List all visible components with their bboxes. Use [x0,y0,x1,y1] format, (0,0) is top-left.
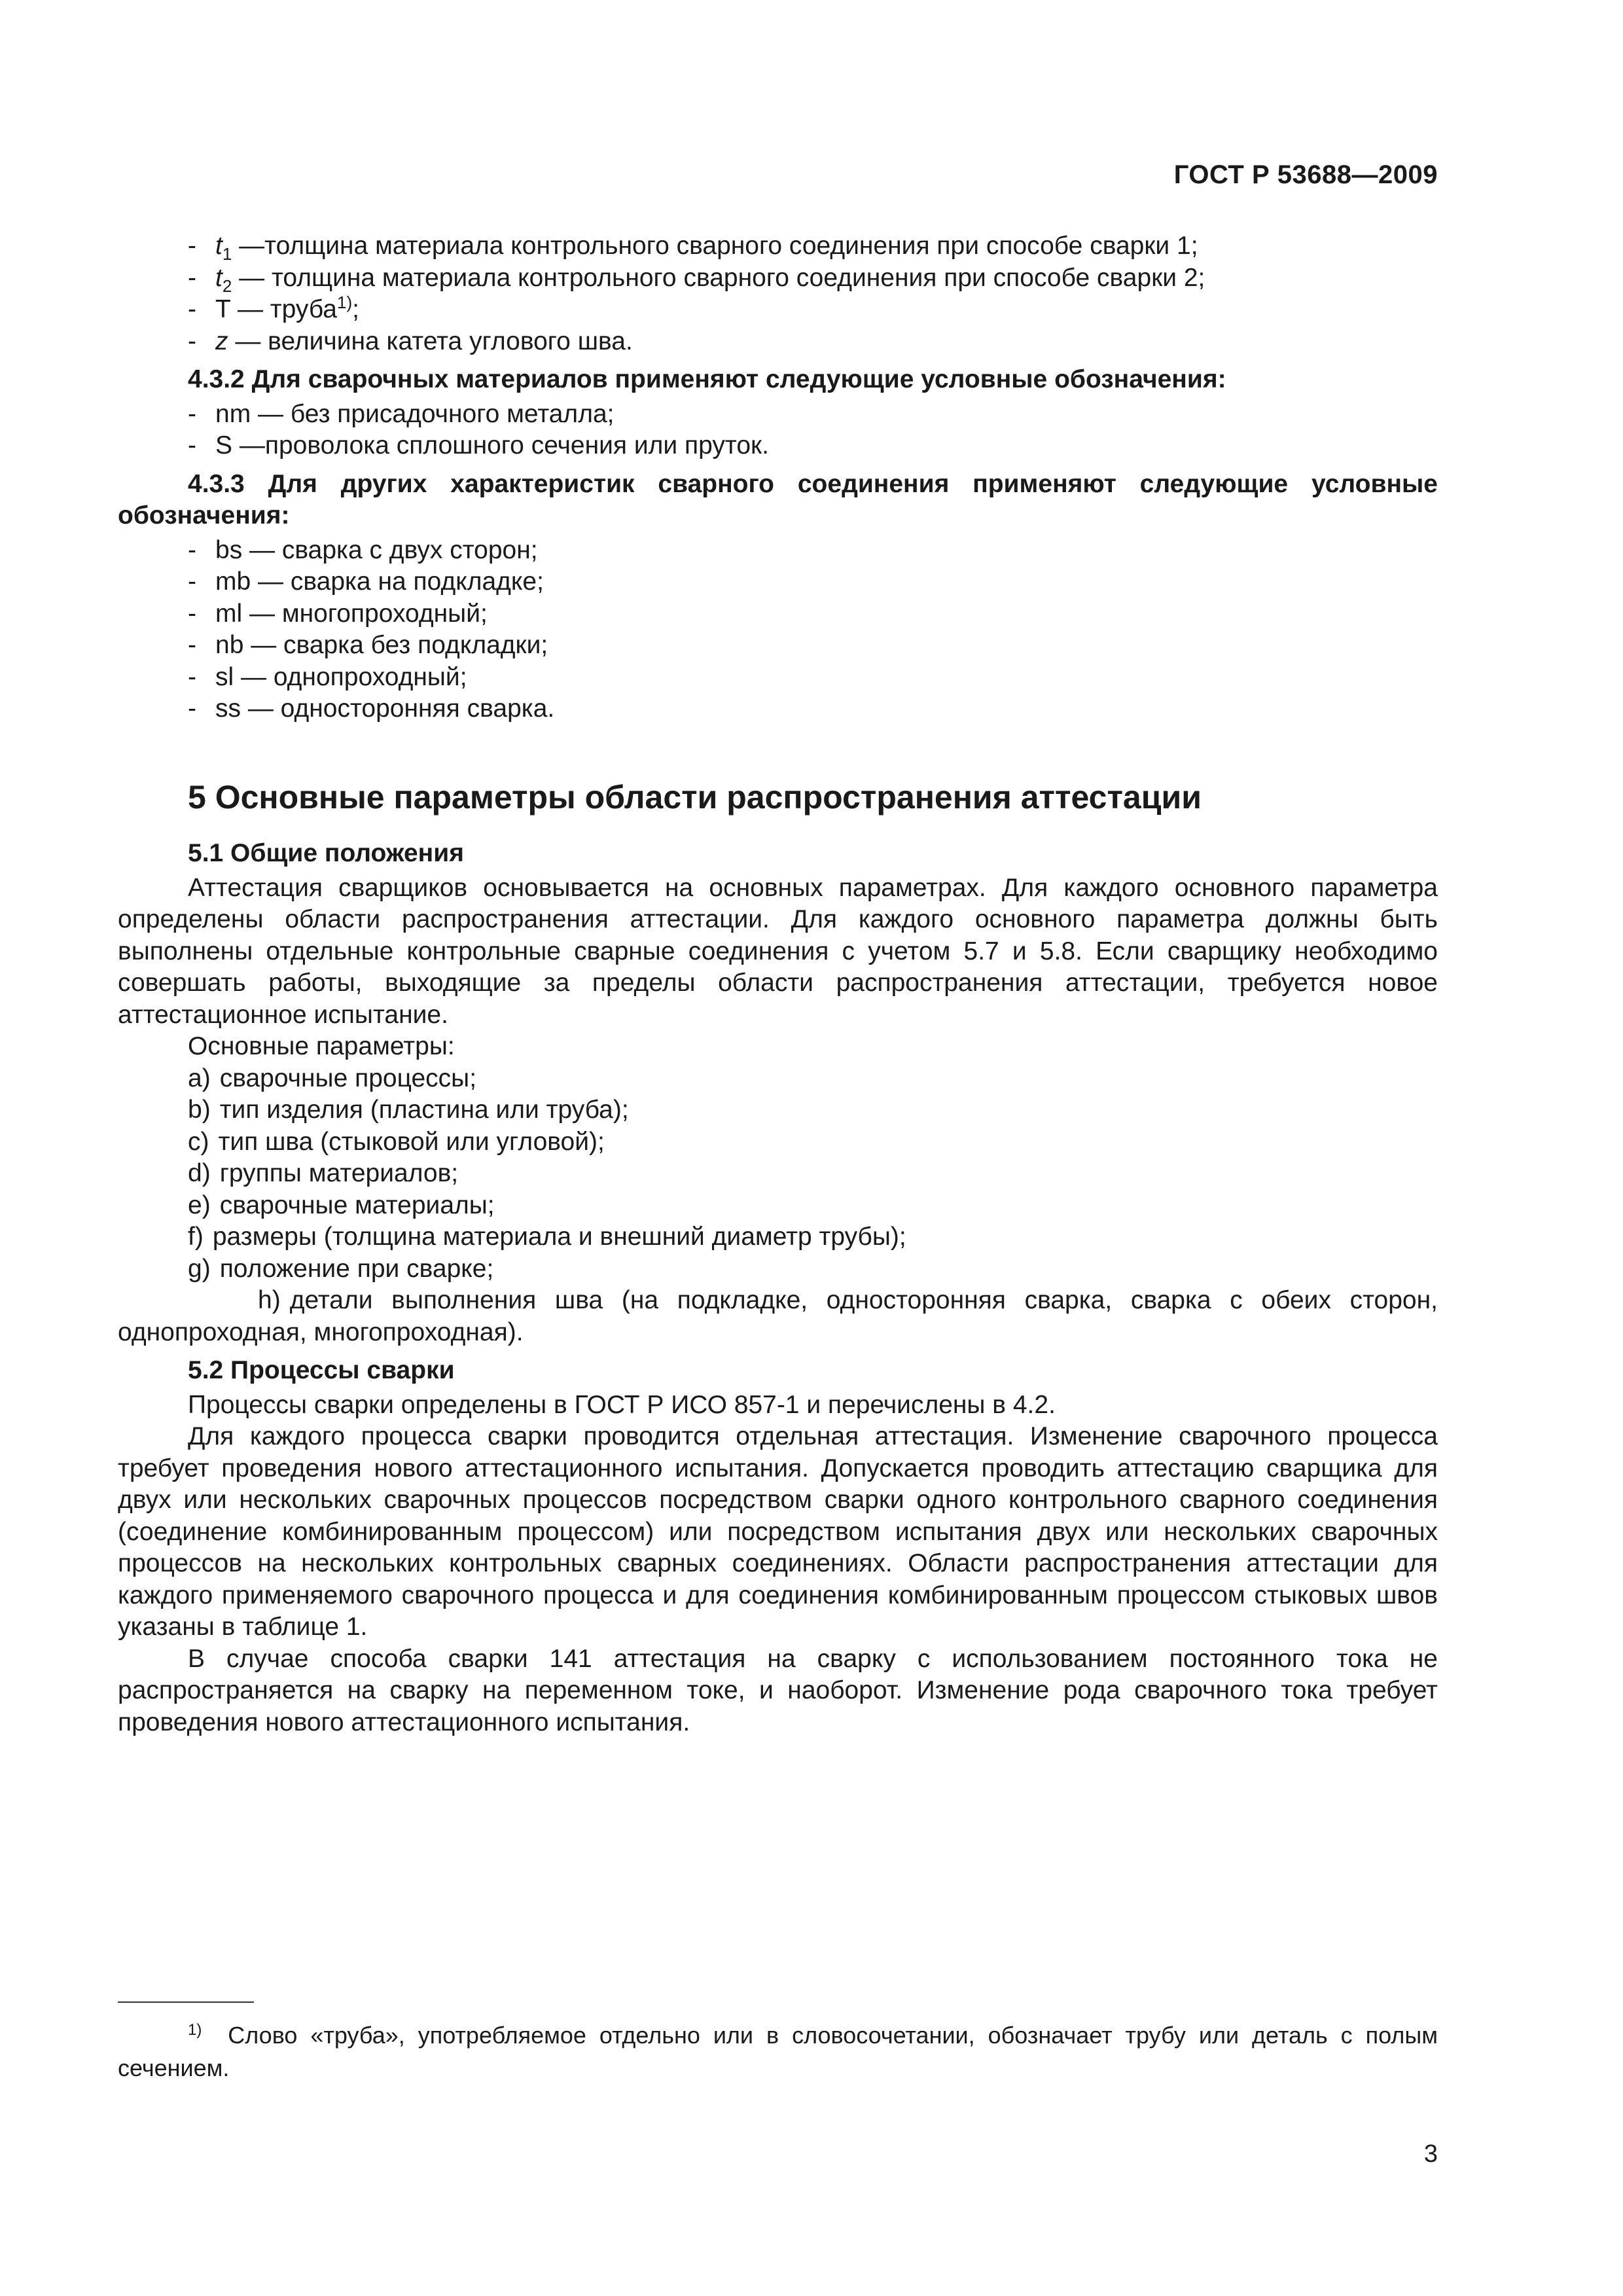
params-intro: Основные параметры: [188,1032,455,1060]
list-item: - mb — сварка на подкладке; [188,567,544,596]
list-item: - nb — сварка без подкладки; [188,631,548,659]
footnote-marker: 1) [188,2021,202,2039]
footnote-text: Слово «труба», употребляемое отдельно или в словосочетании, обозначает трубу или деталь с полым сечением. [118,2022,1438,2081]
list-item: - S —проволока сплошного сечения или пруток. [188,431,769,459]
clause-5-1-heading: 5.1 Общие положения [188,839,464,867]
page-content [118,230,1438,1738]
section-5-title: 5 Основные параметры области распространения аттестации [188,778,1202,816]
footnote-divider [118,2001,254,2003]
list-item: - nm — без присадочного металла; [188,399,615,428]
param-item: f) размеры (толщина материала и внешний диаметр трубы); [188,1223,906,1251]
list-item-tube: - T — труба$^{1)}$; [188,293,359,323]
paragraph: В случае способа сварки 141 аттестация на сварку с использованием постоянного тока не распространяется на сварку на переменном токе, и наоборот. Изменение рода сварочного тока требует проведения нового аттестационного испытания. [118,1644,1438,1736]
clause-4-3-2-heading: 4.3.2 Для сварочных материалов применяют следующие условные обозначения: [188,365,1226,393]
paragraph: Для каждого процесса сварки проводится отдельная аттестация. Изменение сварочного процесса требует проведения нового аттестационного испытания. Допускается проводить аттестацию сварщика для двух или нескольких сварочных процессов посредством сварки одного контрольного сварного соединения (соединение комбинированным процессом) или посредством испытания двух или нескольких сварочных процессов на нескольких контрольных сварных соединениях. Области распространения аттестации для каждого применяемого сварочного процесса и для соединения комбинированным процессом стыковых швов указаны в таблице 1. [118,1422,1438,1641]
symbol-t: t [215,263,223,292]
param-item: a) сварочные процессы; [188,1064,477,1092]
standard-header: ГОСТ Р 53688—2009 [1173,160,1438,189]
param-item: h) детали выполнения шва (на подкладке, односторонняя сварка, сварка с обеих сторон, однопроходная, многопроходная). [118,1286,1438,1346]
list-item-z: - z — величина катета углового шва. [188,327,633,355]
param-item: d) группы материалов; [188,1159,459,1187]
paragraph: Процессы сварки определены в ГОСТ Р ИСО 857-1 и перечислены в 4.2. [188,1390,1056,1419]
list-item-t2: - $t_2$ — толщина материала контрольного сварного соединения при способе сварки 2; [188,263,1205,296]
list-item: - ml — многопроходный; [188,599,488,628]
list-item: - ss — односторонняя сварка. [188,694,555,723]
param-item: e) сварочные материалы; [188,1191,495,1219]
param-item: c) тип шва (стыковой или угловой); [188,1127,605,1156]
page-number: 3 [1423,2140,1438,2168]
param-item: b) тип изделия (пластина или труба); [188,1096,629,1124]
symbol-z: z [215,327,228,355]
clause-4-3-3-heading: 4.3.3 Для других характеристик сварного соединения применяют следующие условные обозначения: [118,469,1438,529]
symbol-t: t [215,232,223,260]
list-item-t1: - $t_1$ —толщина материала контрольного сварного соединения при способе сварки 1; [188,232,1198,264]
symbol-T: T [215,295,231,323]
list-item: - bs — сварка с двух сторон; [188,535,538,564]
param-item: g) положение при сварке; [188,1254,494,1283]
footnote-ref[interactable]: 1) [336,293,353,312]
clause-5-2-heading: 5.2 Процессы сварки [188,1356,455,1384]
paragraph: Аттестация сварщиков основывается на основных параметрах. Для каждого основного параметра определены области распространения аттестации. Для каждого основного параметра должны быть выполнены отдельные контрольные сварные соединения с учетом 5.7 и 5.8. Если сварщику необходимо совершать работы, выходящие за пределы области распространения аттестации, требуется новое аттестационное испытание. [118,873,1438,1029]
list-item: - sl — однопроходный; [188,662,467,691]
footnote [118,2019,1438,2085]
